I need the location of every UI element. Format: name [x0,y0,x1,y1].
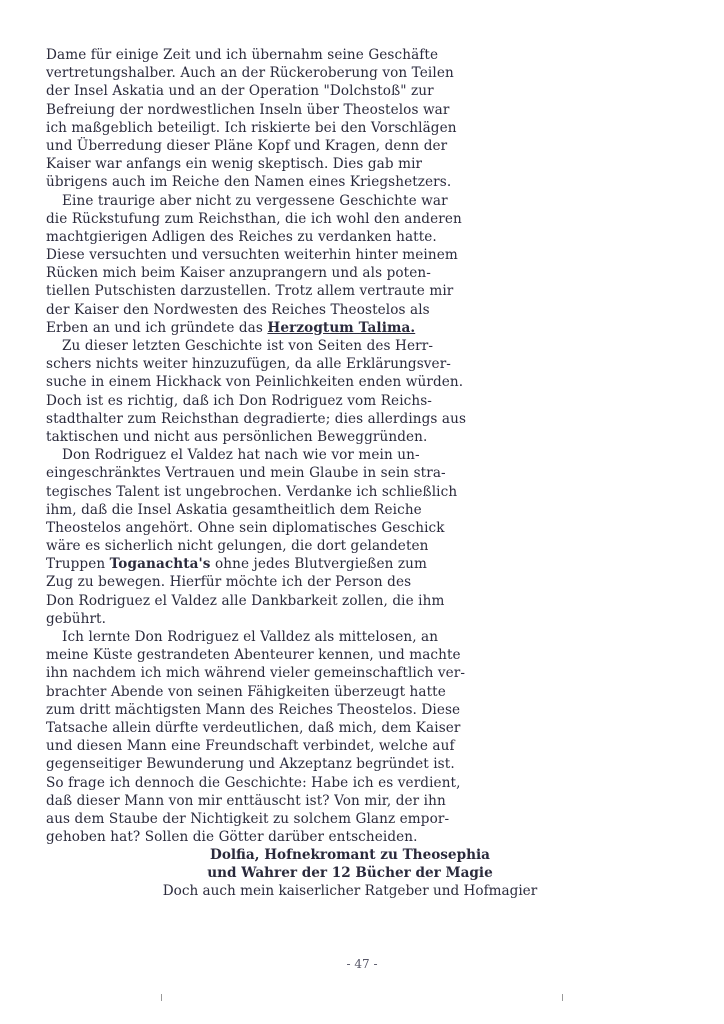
text-line: So frage ich dennoch die Geschichte: Habe ich es verdient, [46,774,461,791]
text-line: Eine traurige aber nicht zu vergessene Geschichte war [62,192,448,209]
text-line: Doch ist es richtig, daß ich Don Rodriguez vom Reichs- [46,392,432,409]
signature-title: und Wahrer der 12 Bücher der Magie [207,865,493,882]
text-line: schers nichts weiter hinzuzufügen, da alle Erklärungsver- [46,356,451,373]
body-text [46,46,626,846]
text-line: aus dem Staube der Nichtigkeit zu solchem Glanz empor- [46,810,450,827]
text-line: wäre es sicherlich nicht gelungen, die dort gelandeten [46,538,429,555]
text-line: und Überredung dieser Pläne Kopf und Kragen, denn der [46,137,448,154]
page-number: - 47 - [346,957,378,971]
text-line: gegenseitiger Bewunderung und Akzeptanz begründet ist. [46,756,455,773]
text-line: übrigens auch im Reiche den Namen eines Kriegshetzers. [46,174,452,191]
text-line: gebührt. [46,610,107,627]
text-fragment: Truppen [46,556,110,573]
text-line: Zu dieser letzten Geschichte ist von Seiten des Herr- [62,338,434,354]
scan-mark [562,994,563,1001]
signature-role: Doch auch mein kaiserlicher Ratgeber und Hofmagier [162,883,538,900]
emphasis-name: Toganachta's [109,556,211,573]
text-line: machtgierigen Adligen des Reiches zu verdanken hatte. [46,228,437,245]
text-line: gehoben hat? Sollen die Götter darüber entscheiden. [46,829,418,846]
text-line: tegisches Talent ist ungebrochen. Verdanke ich schließlich [46,483,458,500]
text-line [46,555,626,573]
text-line: brachter Abende von seinen Fähigkeiten überzeugt hatte [46,683,446,700]
text-line: der Insel Askatia und an der Operation "Dolchstoß" zur [46,83,434,100]
text-fragment: Erben an und ich gründete das [46,319,268,336]
text-line: daß dieser Mann von mir enttäuscht ist? Von mir, der ihn [46,792,446,809]
text-line [46,319,626,337]
text-line: Befreiung der nordwestlichen Inseln über Theostelos war [46,101,450,118]
text-line: ich maßgeblich beteiligt. Ich riskierte bei den Vorschlägen [46,119,457,136]
text-line: Tatsache allein dürfte verdeutlichen, daß mich, dem Kaiser [46,719,461,736]
text-line: ihm, daß die Insel Askatia gesamtheitlich dem Reiche [46,501,422,518]
text-line: ihn nachdem ich mich während vieler gemeinschaftlich ver- [46,665,466,682]
text-fragment: ohne jedes Blutvergießen zum [210,556,428,573]
text-line: tiellen Putschisten darzustellen. Trotz allem vertraute mir [46,283,454,300]
text-line: Kaiser war anfangs ein wenig skeptisch. Dies gab mir [46,156,423,173]
text-line: stadthalter zum Reichsthan degradierte; dies allerdings aus [46,410,467,427]
signature-block [90,846,610,901]
text-line: Theostelos angehört. Ohne sein diplomatisches Geschick [46,519,445,536]
text-line: Don Rodriguez el Valdez alle Dankbarkeit zollen, die ihm [46,592,445,609]
text-line: vertretungshalber. Auch an der Rückeroberung von Teilen [46,65,454,82]
text-line: die Rückstufung zum Reichsthan, die ich wohl den anderen [46,210,462,227]
signature-name: Dolfia, Hofnekromant zu Theosephia [210,847,490,863]
text-line: suche in einem Hickhack von Peinlichkeiten enden würden. [46,374,464,391]
text-line: zum dritt mächtigsten Mann des Reiches Theostelos. Diese [46,701,461,718]
text-line: und diesen Mann eine Freundschaft verbindet, welche auf [46,738,455,755]
text-line: Don Rodriguez el Valdez hat nach wie vor mein un- [62,447,420,464]
text-line: Ich lernte Don Rodriguez el Valldez als mittelosen, an [62,629,439,645]
duchy-name: Herzogtum Talima. [267,319,416,336]
text-line: Diese versuchten und versuchten weiterhin hinter meinem [46,247,458,264]
text-line: Rücken mich beim Kaiser anzuprangern und als poten- [46,265,431,282]
text-line: der Kaiser den Nordwesten des Reiches Theostelos als [46,301,430,318]
scan-mark [161,994,162,1001]
text-line: eingeschränktes Vertrauen und mein Glaube in sein stra- [46,465,446,482]
text-line: Zug zu bewegen. Hierfür möchte ich der Person des [46,574,412,591]
text-line: taktischen und nicht aus persönlichen Beweggründen. [46,428,428,445]
text-line: Dame für einige Zeit und ich übernahm seine Geschäfte [46,47,439,63]
text-line: meine Küste gestrandeten Abenteurer kennen, und machte [46,647,461,664]
